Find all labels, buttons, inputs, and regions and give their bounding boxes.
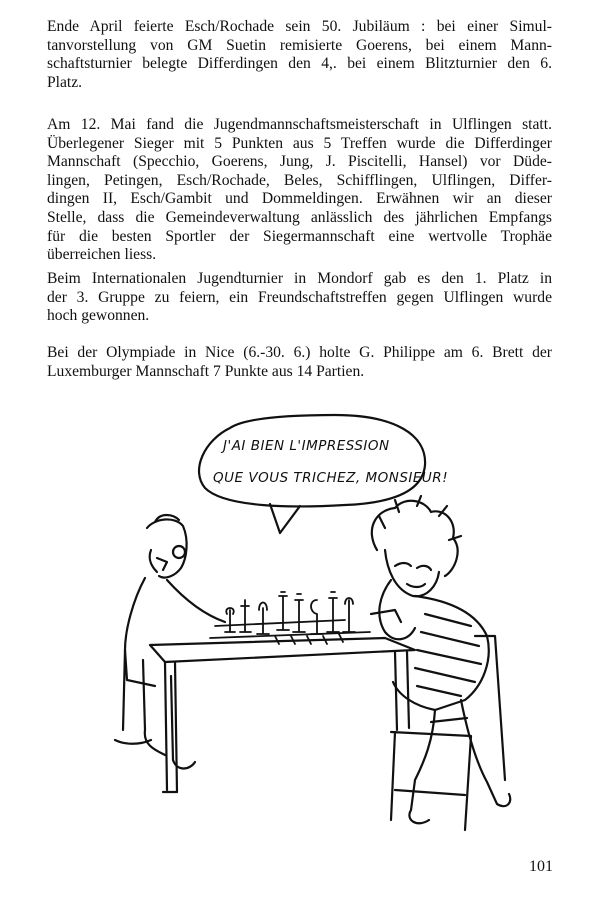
text-line: Mannschaft (Specchio, Goerens, Jung, J. Piscitelli, Hansel) vor Düde- [47, 153, 552, 171]
text-line: Platz. [47, 73, 83, 91]
text-line: Beim Internationalen Jugendturnier in Mondorf gab es den 1. Platz in [47, 270, 552, 287]
old-man-body [125, 578, 155, 686]
paragraph-olympiade-nice [47, 344, 552, 381]
speech-bubble-tail [270, 504, 300, 533]
text-line: Ende April feierte Esch/Rochade sein 50. Jubiläum : bei einer Simul- [47, 18, 552, 35]
text-line: für die besten Sportler der Siegermannschaft eine wertvolle Trophäe [47, 227, 552, 245]
speech-bubble [199, 415, 425, 506]
paragraph-mondorf-turnier [47, 270, 552, 326]
text-line: tanvorstellung von GM Suetin remisierte Goerens, bei einem Mann- [47, 36, 552, 54]
text-line: hoch gewonnen. [47, 307, 150, 325]
text-line: schaftsturnier belegte Differdingen den 4,. bei einem Blitzturnier den 6. [47, 55, 552, 73]
paragraph-jugendmeisterschaft [47, 116, 552, 265]
text-line: der 3. Gruppe zu feiern, ein Freundschaftstreffen gegen Ulflingen wurde [47, 288, 552, 306]
text-line: Stelle, dass die Gemeindeverwaltung anlässlich des jährlichen Empfangs [47, 208, 552, 226]
speech-bubble-line-2: QUE VOUS TRICHEZ, MONSIEUR! [213, 470, 449, 486]
young-man-hair [372, 496, 461, 576]
text-line: dingen II, Esch/Gambit und Dommeldingen. Erwähnen wir an dieser [47, 190, 552, 208]
chess-cartoon-illustration [95, 400, 515, 850]
text-line: Überlegener Sieger mit 5 Punkten aus 5 Treffen wurde die Differdinger [47, 134, 552, 152]
chess-pieces [210, 592, 370, 644]
young-man-arm [379, 580, 415, 639]
paragraph-esch-jubilaeum [47, 18, 552, 92]
text-line: überreichen liess. [47, 246, 157, 264]
text-line: Am 12. Mai fand die Jugendmannschaftsmeisterschaft in Ulflingen statt. [47, 116, 552, 133]
chess-table-top [150, 638, 415, 662]
speech-bubble-line-1: J'AI BIEN L'IMPRESSION [223, 438, 390, 454]
text-line: Luxemburger Mannschaft 7 Punkte aus 14 Partien. [47, 362, 365, 380]
chess-table-legs [165, 652, 409, 792]
text-line: Bei der Olympiade in Nice (6.-30. 6.) holte G. Philippe am 6. Brett der [47, 344, 552, 361]
page-number: 101 [529, 858, 553, 875]
young-man-face [385, 550, 439, 596]
text-line: lingen, Petingen, Esch/Rochade, Beles, Schifflingen, Ulflingen, Differ- [47, 171, 552, 189]
